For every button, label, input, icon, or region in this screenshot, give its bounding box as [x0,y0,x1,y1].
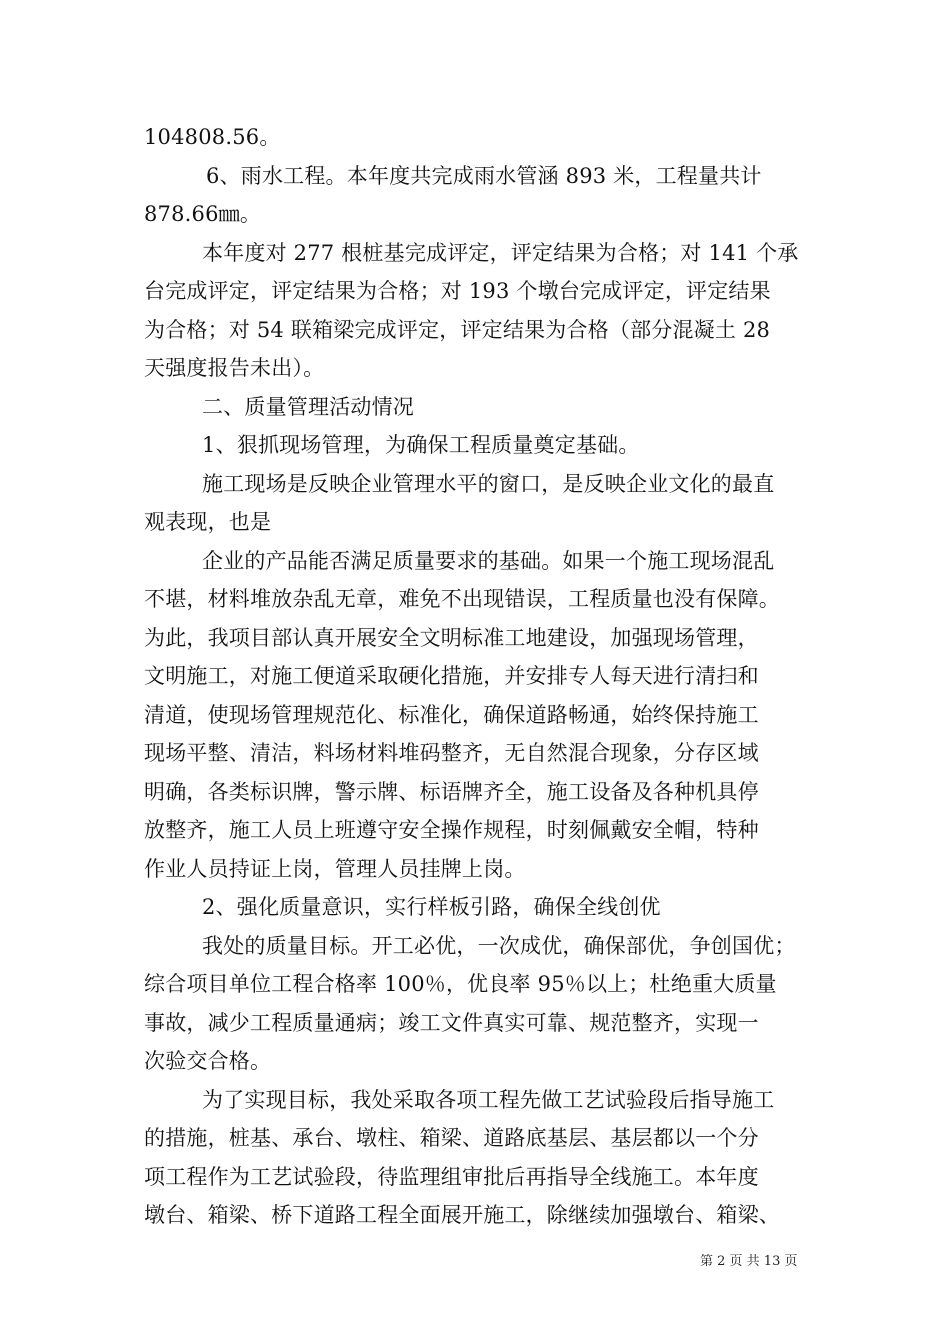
text-line: 二、质量管理活动情况 [202,394,414,419]
text-line: 事故，减少工程质量通病；竣工文件真实可靠、规范整齐，实现一 [144,1010,759,1035]
text-line: 项工程作为工艺试验段，待监理组审批后再指导全线施工。本年度 [144,1164,759,1189]
document-body [144,118,812,1235]
page-number: 第 2 页 共 13 页 [700,1254,798,1269]
text-line: 本年度对 277 根桩基完成评定，评定结果为合格；对 141 个承 [202,240,799,265]
text-line: 为合格；对 54 联箱梁完成评定，评定结果为合格（部分混凝土 28 [144,317,771,342]
text-line: 台完成评定，评定结果为合格；对 193 个墩台完成评定，评定结果 [144,279,771,303]
text-line: 不堪，材料堆放杂乱无章，难免不出现错误，工程质量也没有保障。 [144,587,780,611]
text-line: 次验交合格。 [144,1049,272,1073]
text-line: 104808.56。 [144,125,281,149]
text-line: 综合项目单位工程合格率 100％，优良率 95％以上；杜绝重大质量 [144,972,777,996]
text-line: 2、强化质量意识，实行样板引路，确保全线创优 [202,895,661,919]
text-line: 文明施工，对施工便道采取硬化措施，并安排专人每天进行清扫和 [144,664,759,688]
text-line: 企业的产品能否满足质量要求的基础。如果一个施工现场混乱 [202,548,775,573]
text-line: 清道，使现场管理规范化、标准化，确保道路畅通，始终保持施工 [144,702,759,727]
text-line: 878.66㎜。 [144,202,262,226]
text-line: 为此，我项目部认真开展安全文明标准工地建设，加强现场管理， [144,625,759,650]
text-line: 施工现场是反映企业管理水平的窗口，是反映企业文化的最直 [202,471,775,496]
text-line: 天强度报告未出）。 [144,356,325,380]
text-line: 为了实现目标，我处采取各项工程先做工艺试验段后指导施工 [202,1087,775,1112]
text-line: 1、狠抓现场管理，为确保工程质量奠定基础。 [202,433,640,457]
text-line: 放整齐，施工人员上班遵守安全操作规程，时刻佩戴安全帽，特种 [144,818,759,842]
text-line: 6、雨水工程。本年度共完成雨水管涵 893 米，工程量共计 [206,163,762,188]
text-line: 墩台、箱梁、桥下道路工程全面展开施工，除继续加强墩台、箱梁、 [144,1203,780,1227]
text-line: 明确，各类标识牌，警示牌、标语牌齐全，施工设备及各种机具停 [144,779,759,804]
text-line: 的措施，桩基、承台、墩柱、箱梁、道路底基层、基层都以一个分 [144,1126,759,1150]
text-line: 我处的质量目标。开工必优，一次成优，确保部优，争创国优； [202,933,796,958]
text-line: 现场平整、清洁，料场材料堆码整齐，无自然混合现象，分存区域 [144,741,759,765]
text-line: 观表现，也是 [144,510,272,534]
text-line: 作业人员持证上岗，管理人员挂牌上岗。 [144,856,526,881]
